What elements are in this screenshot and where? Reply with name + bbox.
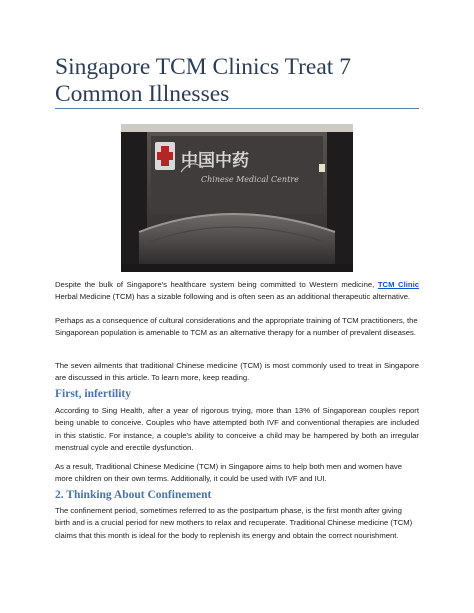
paragraph-tcm-help: As a result, Traditional Chinese Medicine (TCM) in Singapore aims to help both men and women have more children on their own terms. Additionally, it could be used with IVF and IUI. — [55, 462, 402, 484]
paragraph-confinement: The confinement period, sometimes referred to as the postpartum phase, is the first month after giving birth and is a crucial period for new mothers to relax and recuperate. Traditional Chinese medicine (TCM) claims that this month is ideal for the body to replenish its energy and obtain the correct nourishment. — [55, 506, 413, 540]
heading-confinement: 2. Thinking About Confinement — [55, 489, 212, 501]
sign-chinese-text: 中国中药 — [181, 151, 249, 171]
title-divider — [55, 108, 419, 109]
paragraph-infertility: According to Sing Health, after a year of rigorous trying, more than 13% of Singaporean couples report being unable to conceive. Couples who have attempted both IVF and conventional therapies are included in this statistic. For instance, a couple's ability to conceive a child may be hampered by both an irregular menstrual cycle and erectile dysfunction. — [55, 406, 419, 452]
clinic-photo — [121, 124, 353, 272]
tcm-clinic-link[interactable]: TCM Clinic — [377, 280, 419, 289]
paragraph-seven-ailments: The seven ailments that traditional Chinese medicine (TCM) is most commonly used to treat in Singapore are discussed in this article. To learn more, keep reading. — [55, 361, 419, 383]
intro-text-start: Despite the bulk of Singapore's healthcare system being committed to Western medicine, — [55, 280, 378, 289]
page-title: Singapore TCM Clinics Treat 7 Common Illnesses — [55, 54, 351, 107]
paragraph-training: Perhaps as a consequence of cultural considerations and the appropriate training of TCM practitioners, the Singaporean population is amenable to TCM as an alternative therapy for a number of prevalent diseases. — [55, 316, 418, 338]
intro-text-end: Herbal Medicine (TCM) has a sizable following and is often seen as an additional therapeutic alternative. — [55, 292, 411, 302]
sign-english-text: Chinese Medical Centre — [201, 175, 299, 184]
intro-paragraph — [55, 279, 419, 304]
heading-infertility: First, infertility — [55, 388, 132, 400]
